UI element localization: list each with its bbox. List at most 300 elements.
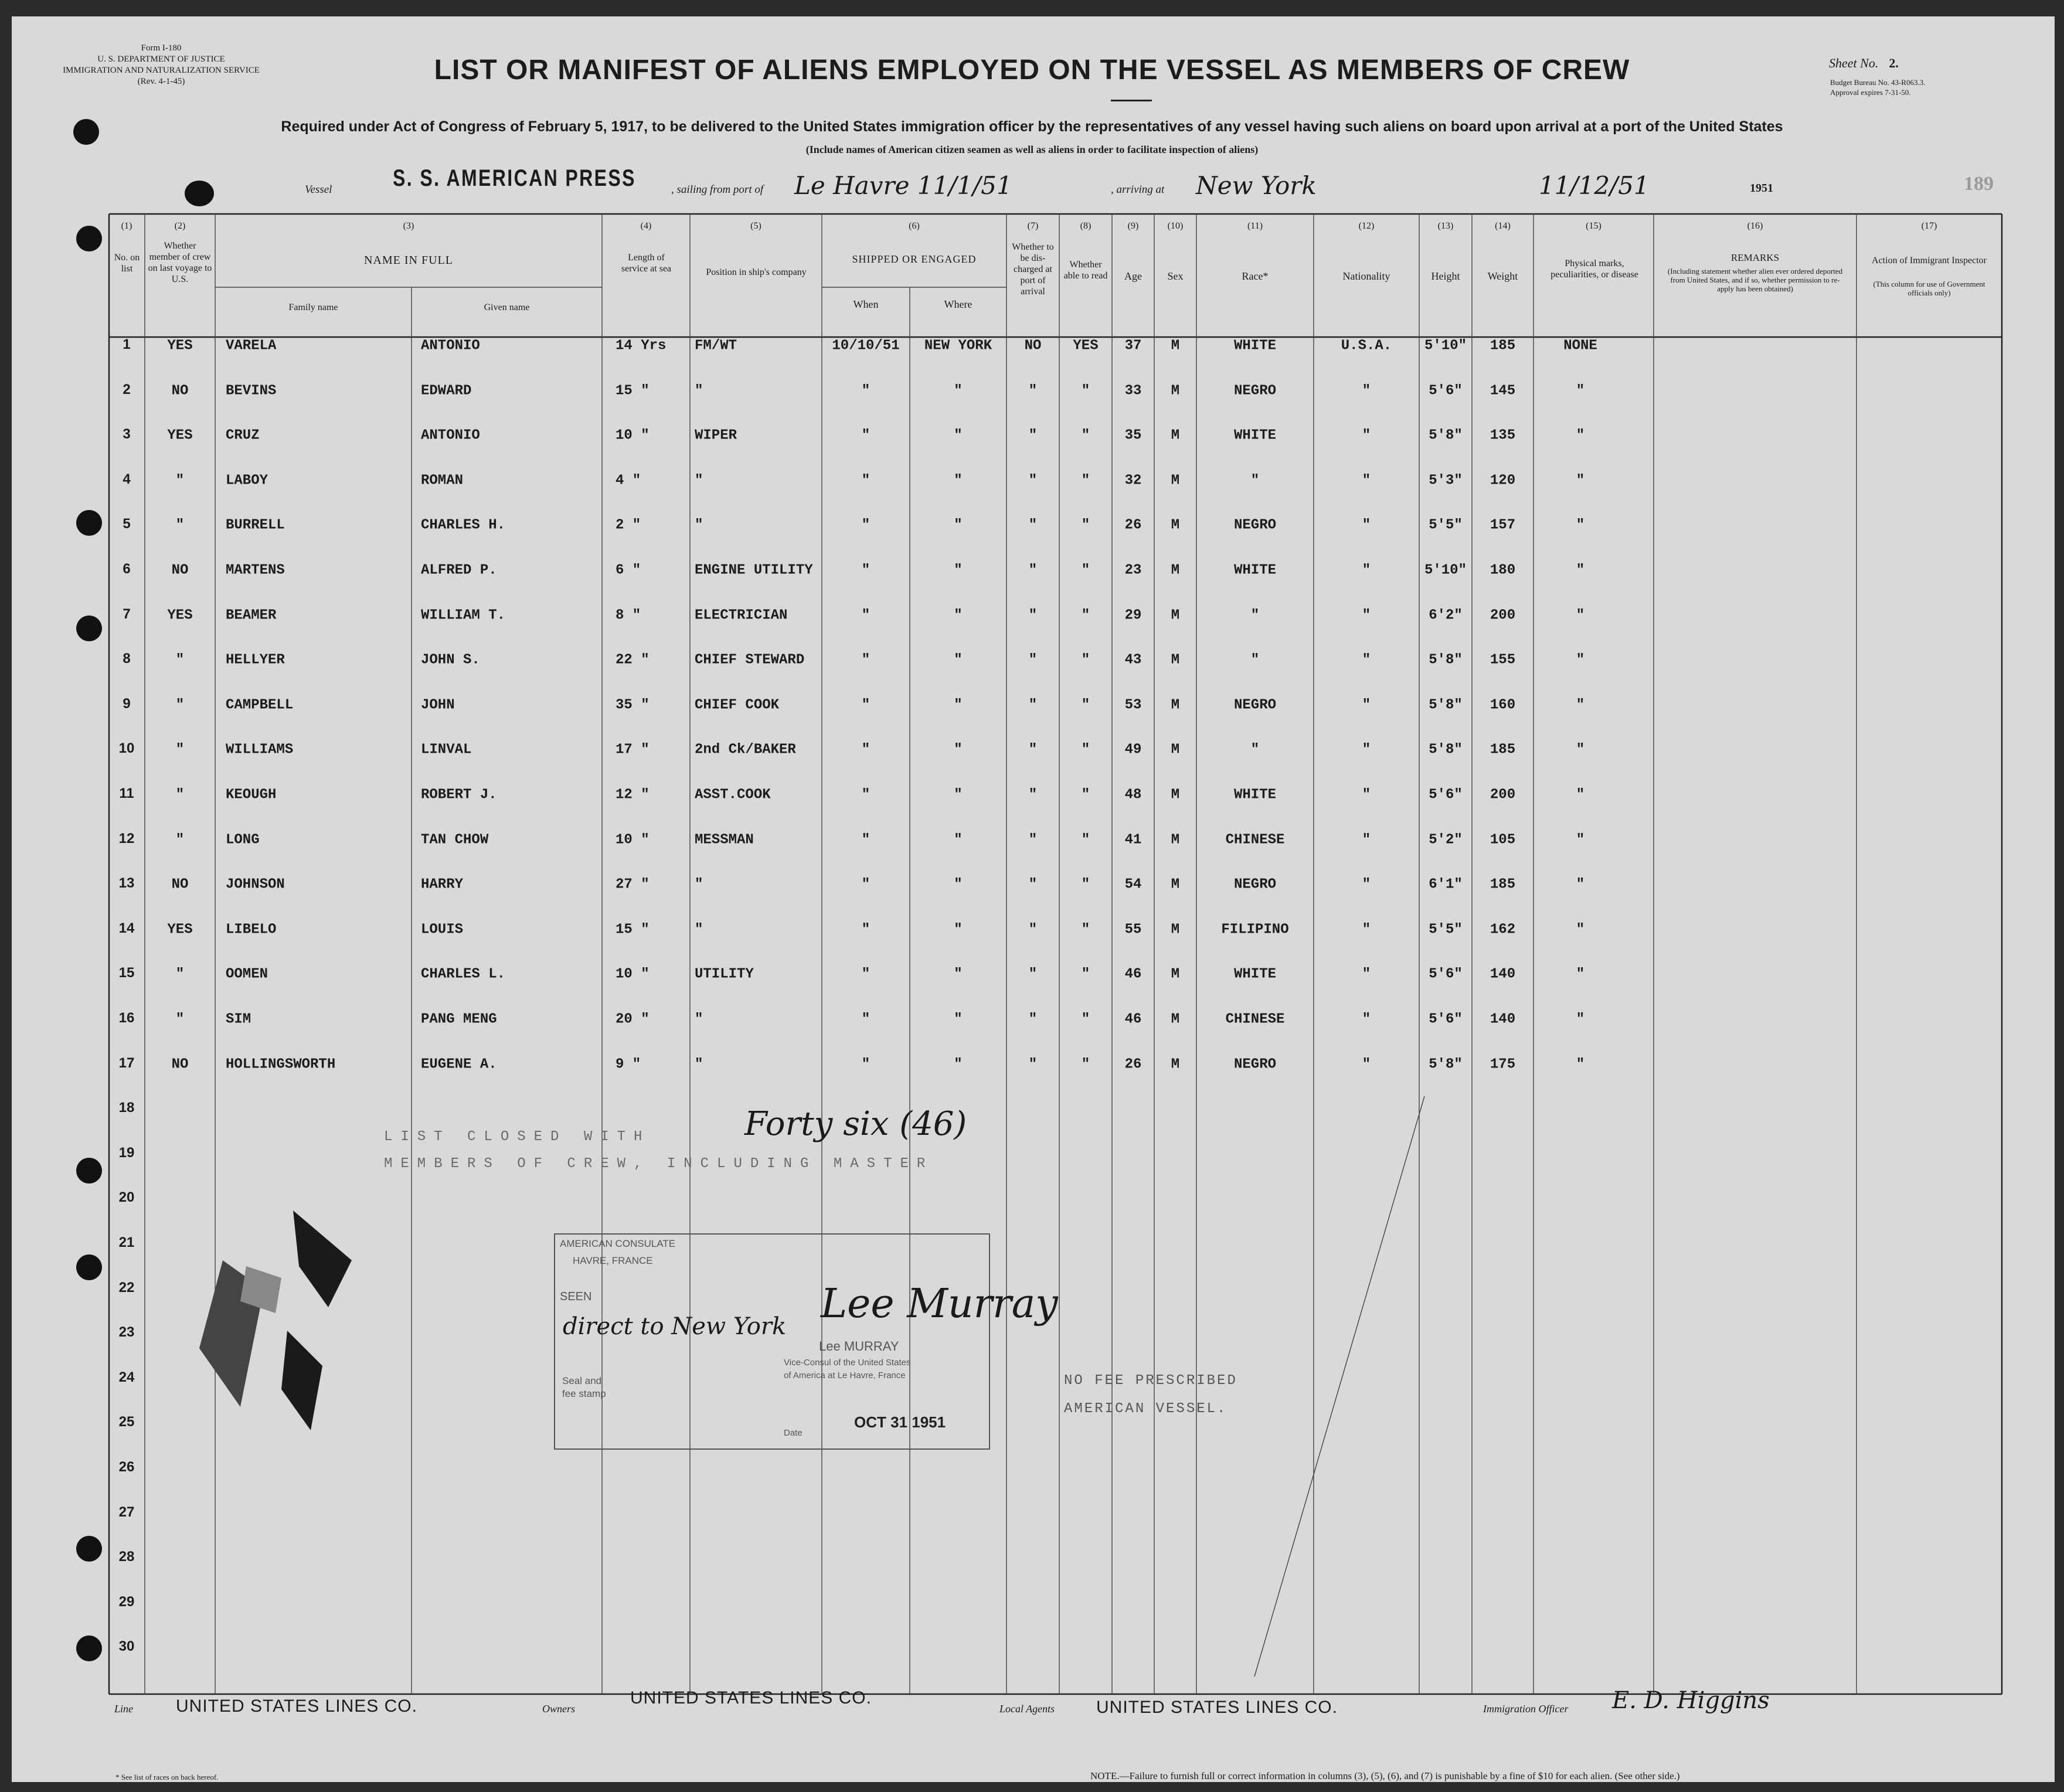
col-number: (12) xyxy=(1358,221,1375,231)
cell-read: " xyxy=(1081,1011,1090,1028)
cell-read: " xyxy=(1081,697,1090,713)
cell-disch: " xyxy=(1028,832,1038,848)
row-number: 30 xyxy=(118,1638,135,1655)
sailing-label: , sailing from port of xyxy=(671,183,764,196)
cell-race: WHITE xyxy=(1233,562,1276,579)
arrival-date: 11/12/51 xyxy=(1539,171,1650,200)
cell-age: 33 xyxy=(1124,383,1142,399)
cell-weight: 105 xyxy=(1490,832,1516,848)
row-number: 14 xyxy=(118,920,135,936)
cell-sex: M xyxy=(1171,427,1180,444)
cell-given: ANTONIO xyxy=(421,427,480,444)
cell-service: 15 " xyxy=(616,921,650,938)
cell-when: " xyxy=(861,607,871,624)
cell-sex: M xyxy=(1171,742,1180,758)
cell-where: " xyxy=(954,832,963,848)
cell-age: 46 xyxy=(1124,1011,1142,1028)
owners-label: Owners xyxy=(542,1703,576,1715)
table-rule xyxy=(1254,1096,1424,1677)
cell-nat: " xyxy=(1362,652,1371,668)
cell-given: JOHN S. xyxy=(421,652,480,668)
cell-height: 5'5" xyxy=(1429,921,1463,938)
cell-crew: " xyxy=(175,472,185,489)
cell-disch: " xyxy=(1028,517,1038,533)
cell-read: " xyxy=(1081,383,1090,399)
cell-position: " xyxy=(695,517,703,533)
cell-disch: " xyxy=(1028,1011,1038,1028)
cell-given: WILLIAM T. xyxy=(421,607,506,624)
cell-family: MARTENS xyxy=(226,562,285,579)
row-number: 19 xyxy=(118,1144,135,1161)
cell-race: NEGRO xyxy=(1233,876,1276,893)
arriving-label: , arriving at xyxy=(1111,183,1165,196)
cell-height: 5'6" xyxy=(1429,787,1463,803)
cell-nat: " xyxy=(1362,787,1371,803)
cell-position: " xyxy=(695,472,703,489)
cell-age: 26 xyxy=(1124,517,1142,533)
cell-age: 46 xyxy=(1124,966,1142,982)
cell-service: 20 " xyxy=(616,1011,650,1028)
cell-sex: M xyxy=(1171,338,1180,354)
agents-value: UNITED STATES LINES CO. xyxy=(1096,1698,1338,1717)
cell-marks: " xyxy=(1576,562,1585,579)
cell-given: CHARLES L. xyxy=(421,966,506,982)
cell-family: VARELA xyxy=(226,338,277,354)
cell-crew: NO xyxy=(171,383,189,399)
cell-crew: YES xyxy=(167,427,193,444)
cell-race: " xyxy=(1250,472,1260,489)
cell-sex: M xyxy=(1171,1011,1180,1028)
page-title: LIST OR MANIFEST OF ALIENS EMPLOYED ON THE VESSEL AS MEMBERS OF CREW xyxy=(434,55,1630,86)
cell-service: 15 " xyxy=(616,383,650,399)
cell-given: PANG MENG xyxy=(421,1011,497,1028)
col-number: (8) xyxy=(1080,221,1091,231)
row-number: 12 xyxy=(118,830,135,846)
cell-nat: " xyxy=(1362,966,1371,982)
col-number: (10) xyxy=(1167,221,1184,231)
cell-crew: " xyxy=(175,697,185,713)
cell-service: 10 " xyxy=(616,966,650,982)
cell-weight: 145 xyxy=(1490,383,1516,399)
header-shipped-where: Where xyxy=(944,298,973,310)
cell-sex: M xyxy=(1171,652,1180,668)
cell-nat: " xyxy=(1362,517,1371,533)
cell-race: NEGRO xyxy=(1233,1056,1276,1073)
cell-nat: " xyxy=(1362,383,1371,399)
row-number: 22 xyxy=(118,1279,135,1295)
cell-given: LINVAL xyxy=(421,742,472,758)
cell-sex: M xyxy=(1171,697,1180,713)
header-remarks: REMARKS xyxy=(1730,252,1780,263)
header-sex: Sex xyxy=(1167,270,1184,282)
cell-when: " xyxy=(861,742,871,758)
header-physical-marks: Physical marks, peculiarities, or disease xyxy=(1550,259,1638,280)
col-number: (11) xyxy=(1247,221,1263,231)
cell-where: " xyxy=(954,562,963,579)
cell-where: " xyxy=(954,697,963,713)
row-number: 20 xyxy=(118,1189,135,1206)
cell-nat: " xyxy=(1362,472,1371,489)
crew-count-handwritten: Forty six (46) xyxy=(744,1105,967,1143)
statutory-requirement: Required under Act of Congress of February 5, 1917, to be delivered to the United States immigration officer by the representatives of any vessel having such aliens on board upon arrival at a port of the United States xyxy=(281,118,1783,135)
cell-crew: NO xyxy=(171,1056,189,1073)
col-number: (1) xyxy=(121,221,132,231)
cell-given: HARRY xyxy=(421,876,464,893)
serial-number: 189 xyxy=(1964,173,1994,195)
line-label: Line xyxy=(114,1703,134,1715)
cell-disch: " xyxy=(1028,427,1038,444)
cell-position: ELECTRICIAN xyxy=(695,607,788,624)
cell-nat: " xyxy=(1362,427,1371,444)
row-number: 10 xyxy=(118,740,135,757)
cell-family: JOHNSON xyxy=(226,876,285,893)
header-family-name: Family name xyxy=(288,302,338,312)
cell-where: " xyxy=(954,1056,963,1073)
cell-where: " xyxy=(954,652,963,668)
header-shipped-engaged: SHIPPED OR ENGAGED xyxy=(852,253,977,265)
cell-disch: " xyxy=(1028,383,1038,399)
cell-when: " xyxy=(861,876,871,893)
cell-given: ROMAN xyxy=(421,472,464,489)
cell-service: 6 " xyxy=(616,562,641,579)
cell-where: " xyxy=(954,607,963,624)
cell-family: HELLYER xyxy=(226,652,285,668)
col-number: (16) xyxy=(1747,221,1763,231)
cell-height: 5'6" xyxy=(1429,383,1463,399)
cell-position: CHIEF STEWARD xyxy=(695,652,805,668)
cell-disch: " xyxy=(1028,697,1038,713)
row-number: 24 xyxy=(118,1369,135,1385)
col-number: (2) xyxy=(174,221,186,231)
vessel-name: S. S. AMERICAN PRESS xyxy=(393,165,636,191)
cell-family: HOLLINGSWORTH xyxy=(226,1056,336,1073)
cell-where: " xyxy=(954,517,963,533)
cell-crew: " xyxy=(175,652,185,668)
cell-race: NEGRO xyxy=(1233,697,1276,713)
row-number: 21 xyxy=(118,1235,135,1250)
cell-age: 43 xyxy=(1124,652,1142,668)
cell-disch: " xyxy=(1028,607,1038,624)
cell-where: " xyxy=(954,427,963,444)
cell-crew: " xyxy=(175,742,185,758)
cell-given: ANTONIO xyxy=(421,338,480,354)
cell-weight: 120 xyxy=(1490,472,1516,489)
cell-height: 5'6" xyxy=(1429,966,1463,982)
list-closed-line-2: MEMBERS OF CREW, INCLUDING MASTER xyxy=(384,1156,934,1172)
cell-height: 5'8" xyxy=(1429,427,1463,444)
header-race: Race* xyxy=(1242,270,1269,282)
cell-position: " xyxy=(695,1056,703,1073)
header-discharged: Whether to be dis-charged at port of arrival xyxy=(1012,242,1054,297)
cell-where: " xyxy=(954,742,963,758)
cell-marks: NONE xyxy=(1563,338,1597,354)
cell-race: CHINESE xyxy=(1225,1011,1285,1028)
american-vessel-note: AMERICAN VESSEL. xyxy=(1064,1401,1227,1417)
cell-family: CRUZ xyxy=(226,427,260,444)
cell-weight: 157 xyxy=(1490,517,1516,533)
cell-age: 54 xyxy=(1124,876,1142,893)
cell-read: " xyxy=(1081,472,1090,489)
cell-crew: " xyxy=(175,966,185,982)
cell-weight: 180 xyxy=(1490,562,1516,579)
cell-weight: 185 xyxy=(1490,876,1516,893)
row-number: 1 xyxy=(123,336,131,352)
form-identifier: Form I-180 U. S. DEPARTMENT OF JUSTICE IMMIGRATION AND NATURALIZATION SERVICE (Rev. 4-1-45) xyxy=(63,43,260,86)
cell-race: NEGRO xyxy=(1233,383,1276,399)
row-number: 6 xyxy=(123,561,131,577)
cell-race: CHINESE xyxy=(1225,832,1285,848)
cell-position: 2nd Ck/BAKER xyxy=(695,742,796,758)
row-number: 7 xyxy=(123,606,131,622)
header-nationality: Nationality xyxy=(1342,270,1390,282)
cell-marks: " xyxy=(1576,1056,1585,1073)
cell-position: WIPER xyxy=(695,427,737,444)
cell-service: 9 " xyxy=(616,1056,641,1073)
cell-position: " xyxy=(695,876,703,893)
cell-marks: " xyxy=(1576,1011,1585,1028)
cell-position: " xyxy=(695,921,703,938)
cell-age: 32 xyxy=(1124,472,1142,489)
header-height: Height xyxy=(1431,270,1460,282)
cell-family: CAMPBELL xyxy=(226,697,294,713)
cell-where: " xyxy=(954,472,963,489)
cell-service: 27 " xyxy=(616,876,650,893)
sheet-number: Sheet No. 2. xyxy=(1829,56,1899,70)
cell-position: CHIEF COOK xyxy=(695,697,780,713)
cell-height: 5'8" xyxy=(1429,1056,1463,1073)
cell-when: " xyxy=(861,697,871,713)
row-number: 29 xyxy=(118,1593,135,1610)
cell-family: KEOUGH xyxy=(226,787,277,803)
sailing-port: Le Havre 11/1/51 xyxy=(794,171,1012,200)
cell-when: " xyxy=(861,427,871,444)
cell-marks: " xyxy=(1576,472,1585,489)
cell-weight: 185 xyxy=(1490,338,1516,354)
cell-where: " xyxy=(954,383,963,399)
cell-disch: " xyxy=(1028,562,1038,579)
vice-consul-signature: Lee Murray xyxy=(821,1281,1058,1327)
row-number: 5 xyxy=(123,516,131,532)
cell-marks: " xyxy=(1576,966,1585,982)
inspector-note: (This column for use of Government officials only) xyxy=(1873,280,1985,297)
cell-where: " xyxy=(954,921,963,938)
cell-crew: YES xyxy=(167,338,193,354)
col-number: (4) xyxy=(640,221,652,231)
cell-marks: " xyxy=(1576,427,1585,444)
row-number: 18 xyxy=(118,1100,135,1116)
cell-family: BEVINS xyxy=(226,383,277,399)
cell-disch: " xyxy=(1028,787,1038,803)
cell-disch: " xyxy=(1028,966,1038,982)
cell-service: 17 " xyxy=(616,742,650,758)
row-number: 8 xyxy=(123,651,131,667)
cell-read: " xyxy=(1081,1056,1090,1073)
cell-age: 37 xyxy=(1124,338,1142,354)
cell-disch: " xyxy=(1028,472,1038,489)
cell-given: JOHN xyxy=(421,697,455,713)
cell-given: ROBERT J. xyxy=(421,787,497,803)
cell-given: LOUIS xyxy=(421,921,464,938)
cell-service: 12 " xyxy=(616,787,650,803)
row-number: 9 xyxy=(123,695,131,712)
cell-weight: 160 xyxy=(1490,697,1516,713)
cell-age: 35 xyxy=(1124,427,1142,444)
cell-when: " xyxy=(861,1011,871,1028)
vessel-label: Vessel xyxy=(305,183,332,196)
cell-family: WILLIAMS xyxy=(226,742,294,758)
row-number: 4 xyxy=(123,471,131,487)
cell-disch: " xyxy=(1028,921,1038,938)
cell-read: " xyxy=(1081,921,1090,938)
cell-when: " xyxy=(861,652,871,668)
header-name-in-full: NAME IN FULL xyxy=(364,254,453,267)
cell-given: EUGENE A. xyxy=(421,1056,497,1073)
cell-race: " xyxy=(1250,607,1260,624)
fine-notice: NOTE.—Failure to furnish full or correct information in columns (3), (5), (6), and (7) is punishable by a fine of $10 for each alien. (See other side.) xyxy=(1090,1770,1680,1781)
col-number: (15) xyxy=(1586,221,1601,231)
header-length-of-service: Length of service at sea xyxy=(621,253,672,274)
cell-crew: NO xyxy=(171,562,189,579)
cell-when: " xyxy=(861,921,871,938)
cell-weight: 162 xyxy=(1490,921,1516,938)
cell-weight: 155 xyxy=(1490,652,1516,668)
cell-when: " xyxy=(861,832,871,848)
cell-nat: " xyxy=(1362,562,1371,579)
remarks-note: (Including statement whether alien ever ordered deported from United States, and if so, whether permission to re-apply has been obtained) xyxy=(1667,267,1843,293)
immigration-officer-signature: E. D. Higgins xyxy=(1612,1687,1770,1714)
wax-seal-marks xyxy=(176,1196,410,1442)
col-number: (17) xyxy=(1921,221,1937,231)
col-number: (6) xyxy=(909,221,920,231)
cell-race: WHITE xyxy=(1233,787,1276,803)
cell-service: 22 " xyxy=(616,652,650,668)
immigration-officer-label: Immigration Officer xyxy=(1483,1703,1569,1715)
cell-read: " xyxy=(1081,652,1090,668)
cell-height: 6'2" xyxy=(1429,607,1463,624)
cell-marks: " xyxy=(1576,607,1585,624)
row-number: 26 xyxy=(118,1459,135,1475)
cell-sex: M xyxy=(1171,832,1180,848)
cell-marks: " xyxy=(1576,787,1585,803)
cell-read: " xyxy=(1081,742,1090,758)
cell-when: " xyxy=(861,966,871,982)
cell-nat: U.S.A. xyxy=(1341,338,1392,354)
header-shipped-when: When xyxy=(853,298,879,310)
cell-sex: M xyxy=(1171,383,1180,399)
cell-position: " xyxy=(695,1011,703,1028)
header-inspector-action: Action of Immigrant Inspector xyxy=(1872,256,1987,266)
cell-crew: YES xyxy=(167,607,193,624)
cell-where: " xyxy=(954,876,963,893)
cell-family: BEAMER xyxy=(226,607,277,624)
row-number: 16 xyxy=(118,1010,135,1026)
col-number: (5) xyxy=(750,221,761,231)
cell-position: MESSMAN xyxy=(695,832,754,848)
cell-race: WHITE xyxy=(1233,966,1276,982)
cell-when: " xyxy=(861,787,871,803)
cell-marks: " xyxy=(1576,921,1585,938)
row-number: 25 xyxy=(118,1414,135,1430)
cell-read: " xyxy=(1081,876,1090,893)
cell-marks: " xyxy=(1576,697,1585,713)
cell-weight: 140 xyxy=(1490,966,1516,982)
line-value: UNITED STATES LINES CO. xyxy=(176,1696,417,1716)
cell-family: BURRELL xyxy=(226,517,285,533)
cell-when: " xyxy=(861,562,871,579)
cell-marks: " xyxy=(1576,652,1585,668)
cell-crew: " xyxy=(175,787,185,803)
cell-height: 6'1" xyxy=(1429,876,1463,893)
cell-height: 5'2" xyxy=(1429,832,1463,848)
owners-value: UNITED STATES LINES CO. xyxy=(630,1688,872,1708)
cell-service: 10 " xyxy=(616,832,650,848)
header-able-to-read: Whether able to read xyxy=(1063,260,1108,281)
budget-bureau-note: Budget Bureau No. 43-R063.3. Approval expires 7-31-50. xyxy=(1830,78,1926,97)
cell-disch: " xyxy=(1028,1056,1038,1073)
row-number: 17 xyxy=(118,1055,135,1071)
cell-race: WHITE xyxy=(1233,427,1276,444)
header-list-number: No. on list xyxy=(114,253,140,274)
cell-race: WHITE xyxy=(1233,338,1276,354)
cell-given: EDWARD xyxy=(421,383,472,399)
cell-height: 5'5" xyxy=(1429,517,1463,533)
col-number: (9) xyxy=(1127,221,1139,231)
arrival-port: New York xyxy=(1196,171,1317,200)
header-given-name: Given name xyxy=(484,302,530,312)
cell-sex: M xyxy=(1171,607,1180,624)
cell-height: 5'10" xyxy=(1424,562,1467,579)
cell-weight: 200 xyxy=(1490,607,1516,624)
cell-service: 8 " xyxy=(616,607,641,624)
cell-sex: M xyxy=(1171,1056,1180,1073)
cell-age: 49 xyxy=(1124,742,1142,758)
header-weight: Weight xyxy=(1487,270,1518,282)
cell-height: 5'6" xyxy=(1429,1011,1463,1028)
cell-race: NEGRO xyxy=(1233,517,1276,533)
cell-disch: NO xyxy=(1024,338,1042,354)
row-number: 23 xyxy=(118,1324,135,1341)
cell-crew: " xyxy=(175,832,185,848)
cell-age: 26 xyxy=(1124,1056,1142,1073)
cell-age: 48 xyxy=(1124,787,1142,803)
cell-read: " xyxy=(1081,517,1090,533)
include-note: (Include names of American citizen seamen as well as aliens in order to facilitate inspection of aliens) xyxy=(805,144,1259,155)
cell-age: 41 xyxy=(1124,832,1142,848)
cell-when: 10/10/51 xyxy=(832,338,900,354)
header-age: Age xyxy=(1124,270,1142,282)
cell-crew: NO xyxy=(171,876,189,893)
cell-read: " xyxy=(1081,607,1090,624)
cell-weight: 175 xyxy=(1490,1056,1516,1073)
cell-service: 10 " xyxy=(616,427,650,444)
cell-nat: " xyxy=(1362,742,1371,758)
cell-sex: M xyxy=(1171,562,1180,579)
cell-service: 14 Yrs xyxy=(616,338,667,354)
cell-sex: M xyxy=(1171,966,1180,982)
col-number: (14) xyxy=(1495,221,1511,231)
cell-marks: " xyxy=(1576,832,1585,848)
cell-marks: " xyxy=(1576,876,1585,893)
cell-family: OOMEN xyxy=(226,966,268,982)
cell-nat: " xyxy=(1362,921,1371,938)
cell-sex: M xyxy=(1171,787,1180,803)
cell-read: " xyxy=(1081,966,1090,982)
cell-sex: M xyxy=(1171,876,1180,893)
cell-height: 5'8" xyxy=(1429,652,1463,668)
cell-read: YES xyxy=(1073,338,1099,354)
row-number: 11 xyxy=(119,786,134,801)
cell-age: 55 xyxy=(1124,921,1142,938)
